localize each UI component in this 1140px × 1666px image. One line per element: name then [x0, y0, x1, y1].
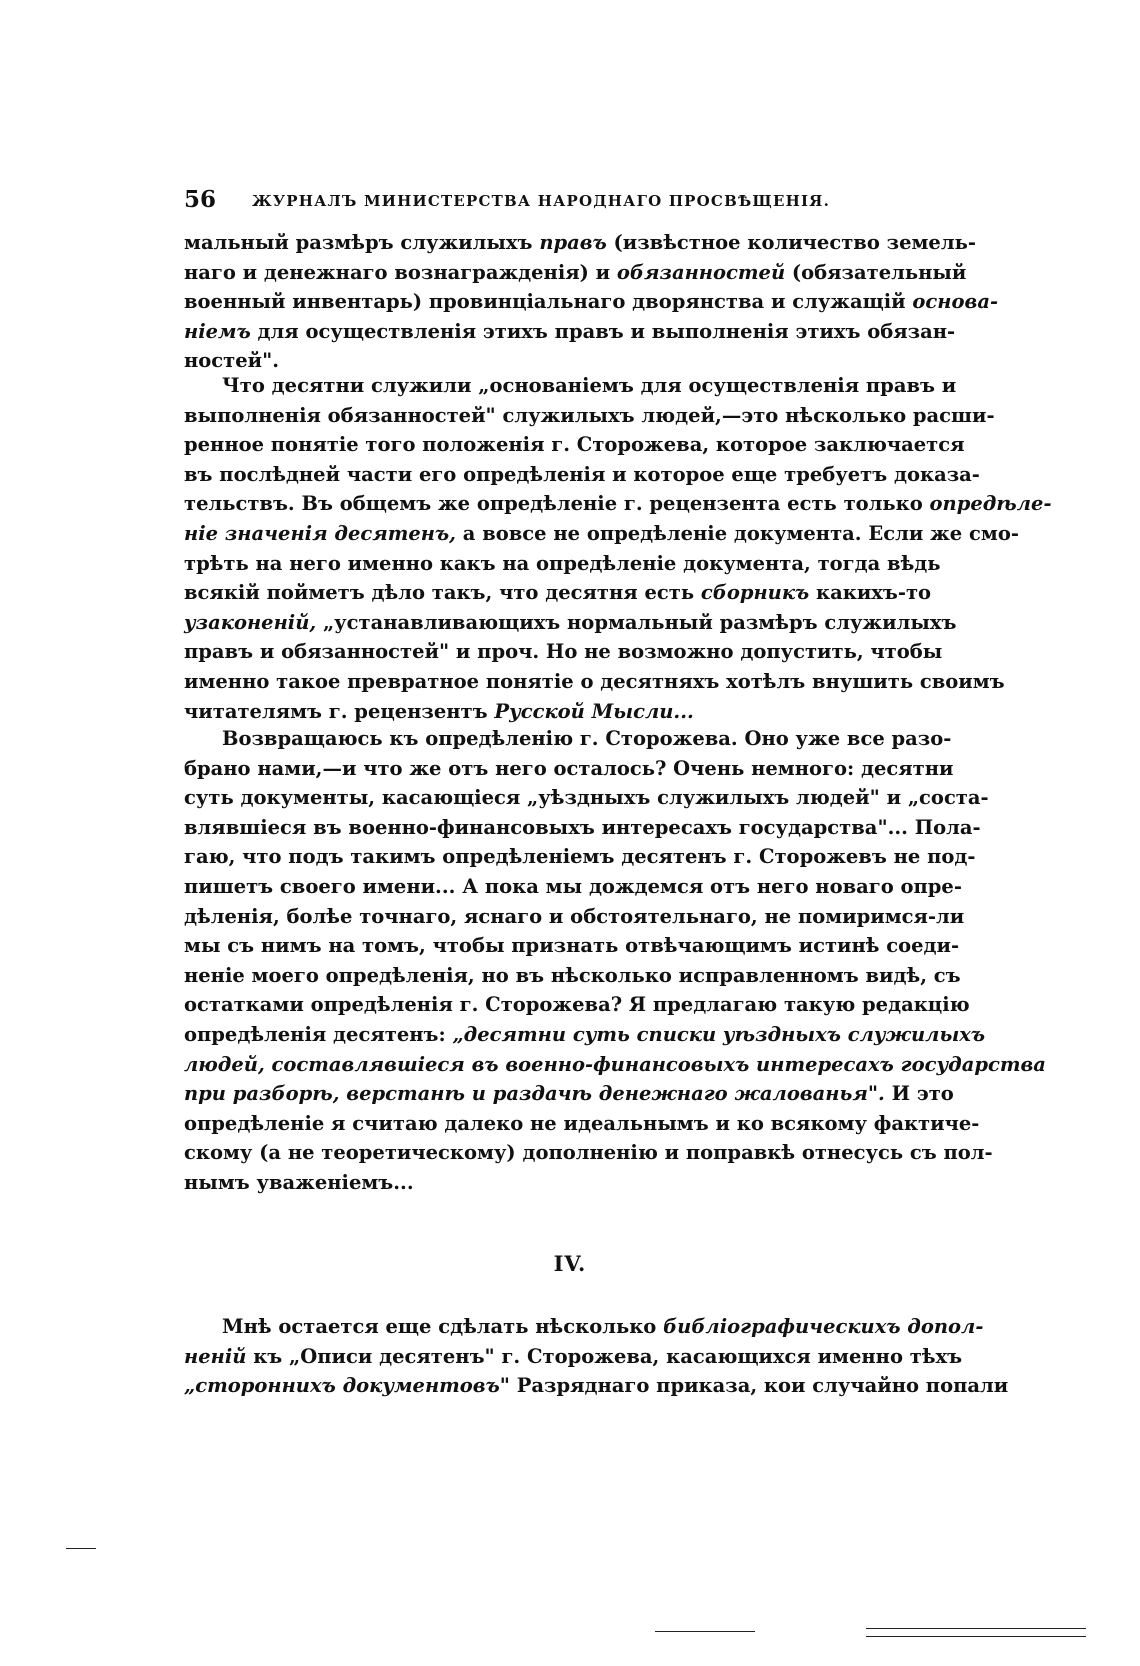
- text-line: мальный размѣръ служилыхъ правъ (извѣстное количество земель-: [184, 231, 976, 254]
- text-line: влявшіеся въ военно-финансовыхъ интересахъ государства"... Пола-: [184, 815, 981, 839]
- text-line: ренное понятіе того положенія г. Сторожева, которое заключается: [184, 433, 965, 457]
- paragraph-2: [184, 371, 1052, 726]
- text-line: всякій пойметъ дѣло такъ, что десятня есть сборникъ какихъ-то: [184, 581, 932, 605]
- text-line: опредѣленія десятенъ: „десятни суть списки уѣздныхъ служилыхъ: [184, 1022, 986, 1046]
- text-line: дѣленія, болѣе точнаго, яснаго и обстоятельнаго, не помиримся-ли: [184, 904, 965, 928]
- paragraph-4: [184, 1312, 1009, 1401]
- paragraph-1: [184, 228, 999, 376]
- text-line: неній къ „Описи десятенъ" г. Сторожева, касающихся именно тѣхъ: [184, 1344, 963, 1368]
- text-line: пишетъ своего имени... А пока мы дождемся отъ него новаго опре-: [184, 874, 962, 898]
- text-line: „стороннихъ документовъ" Разряднаго приказа, кои случайно попали: [184, 1374, 1009, 1398]
- text-line: тельствъ. Въ общемъ же опредѣленіе г. рецензента есть только опредѣле-: [184, 492, 1052, 516]
- scan-line: [866, 1636, 1086, 1637]
- text-line: узаконеній, „устанавливающихъ нормальный размѣръ служилыхъ: [184, 610, 957, 634]
- text-line: трѣть на него именно какъ на опредѣленіе документа, тогда вѣдь: [184, 551, 941, 575]
- text-line: мы съ нимъ на томъ, чтобы признать отвѣчающимъ истинѣ соеди-: [184, 934, 960, 958]
- text-line: ніемъ для осуществленія этихъ правъ и выполненія этихъ обязан-: [184, 319, 956, 343]
- paragraph-3: [184, 724, 1046, 1198]
- page-number: 56: [184, 186, 217, 213]
- text-line: опредѣленіе я считаю далеко не идеальнымъ и ко всякому фактиче-: [184, 1111, 980, 1135]
- text-line: остатками опредѣленія г. Сторожева? Я предлагаю такую редакцію: [184, 993, 970, 1017]
- running-head: ЖУРНАЛЪ МИНИСТЕРСТВА НАРОДНАГО ПРОСВѢЩЕНІЯ.: [252, 192, 831, 210]
- text-line: читателямъ г. рецензентъ Русской Мысли...: [184, 699, 694, 723]
- text-line: Мнѣ остается еще сдѣлать нѣсколько библіографическихъ допол-: [222, 1315, 984, 1338]
- text-line: ніе значенія десятенъ, а вовсе не опредѣленіе документа. Если же смо-: [184, 521, 1019, 545]
- text-line: ностей".: [184, 349, 280, 373]
- text-line: наго и денежнаго вознагражденія) и обязанностей (обязательный: [184, 260, 967, 284]
- text-line: правъ и обязанностей" и проч. Но не возможно допустить, чтобы: [184, 640, 943, 664]
- text-line: нымъ уваженіемъ...: [184, 1170, 414, 1194]
- text-line: суть документы, касающіеся „уѣздныхъ служилыхъ людей" и „соста-: [184, 786, 989, 810]
- text-line: людей, составлявшіеся въ военно-финансовыхъ интересахъ государства: [184, 1052, 1046, 1076]
- text-line: Что десятни служили „основаніемъ для осуществленія правъ и: [222, 374, 957, 397]
- text-line: брано нами,—и что же отъ него осталось? Очень немного: десятни: [184, 756, 954, 780]
- margin-mark: [66, 1548, 96, 1549]
- text-line: гаю, что подъ такимъ опредѣленіемъ десятенъ г. Сторожевъ не под-: [184, 845, 976, 869]
- text-line: въ послѣдней части его опредѣленія и которое еще требуетъ доказа-: [184, 462, 980, 486]
- text-line: военный инвентарь) провинціальнаго дворянства и служащій основа-: [184, 290, 999, 314]
- text-line: неніе моего опредѣленія, но въ нѣсколько исправленномъ видѣ, съ: [184, 963, 961, 987]
- text-line: именно такое превратное понятіе о десятняхъ хотѣлъ внушить своимъ: [184, 669, 1005, 693]
- text-line: выполненія обязанностей" служилыхъ людей,—это нѣсколько расши-: [184, 403, 995, 427]
- section-heading: IV.: [553, 1251, 587, 1276]
- scan-line: [655, 1631, 755, 1632]
- text-line: скому (а не теоретическому) дополненію и поправкѣ отнесусь съ пол-: [184, 1141, 993, 1165]
- text-line: Возвращаюсь къ опредѣленію г. Сторожева. Оно уже все разо-: [222, 727, 952, 750]
- text-line: при разборѣ, верстанѣ и раздачѣ денежнаго жалованья". И это: [184, 1082, 954, 1106]
- scan-line: [866, 1628, 1086, 1629]
